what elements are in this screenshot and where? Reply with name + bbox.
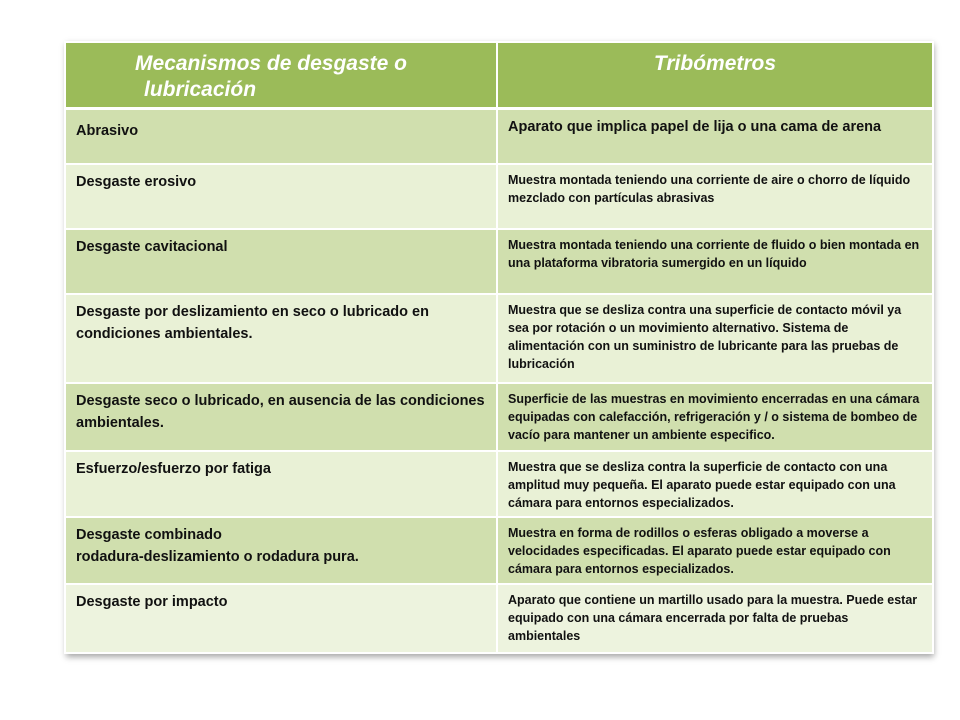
table-row [65,517,933,584]
wear-mechanisms-table-container [64,41,932,654]
mechanism-cell: Abrasivo [65,108,497,164]
wear-mechanisms-table [64,41,934,654]
table-row [65,294,933,383]
tribometer-cell: Muestra montada teniendo una corriente de fluido o bien montada en una plataforma vibratoria sumergido en un líquido [497,229,933,294]
header-mechanisms-line1: Mecanismos de desgaste o [135,52,407,75]
table-row [65,584,933,653]
mechanism-line2: rodadura-deslizamiento o rodadura pura. [76,549,359,565]
table-row [65,164,933,229]
table-row [65,108,933,164]
table-header-row [65,42,933,108]
table-row [65,383,933,451]
mechanism-cell [65,517,497,584]
mechanism-cell: Desgaste erosivo [65,164,497,229]
tribometer-cell: Muestra que se desliza contra la superficie de contacto con una amplitud muy pequeña. El aparato puede estar equipado con una cámara para entornos especializados. [497,451,933,517]
table-row [65,451,933,517]
tribometer-cell: Muestra que se desliza contra una superficie de contacto móvil ya sea por rotación o un movimiento alternativo. Sistema de alimentación con un suministro de lubricante para las pruebas de lubricación [497,294,933,383]
mechanism-cell: Desgaste por impacto [65,584,497,653]
tribometer-cell: Aparato que implica papel de lija o una cama de arena [497,108,933,164]
tribometer-cell: Muestra montada teniendo una corriente de aire o chorro de líquido mezclado con partículas abrasivas [497,164,933,229]
tribometer-cell: Muestra en forma de rodillos o esferas obligado a moverse a velocidades especificadas. El aparato puede estar equipado con cámara para entornos especializados. [497,517,933,584]
mechanism-cell: Desgaste seco o lubricado, en ausencia de las condiciones ambientales. [65,383,497,451]
header-mechanisms-line2: lubricación [144,78,257,101]
table-row [65,229,933,294]
tribometer-cell: Aparato que contiene un martillo usado para la muestra. Puede estar equipado con una cámara encerrada por falta de pruebas ambientales [497,584,933,653]
tribometer-cell: Superficie de las muestras en movimiento encerradas en una cámara equipadas con calefacción, refrigeración y / o sistema de bombeo de vacío para mantener un ambiente especifico. [497,383,933,451]
mechanism-cell: Esfuerzo/esfuerzo por fatiga [65,451,497,517]
header-tribometers: Tribómetros [497,42,933,108]
mechanism-cell: Desgaste cavitacional [65,229,497,294]
header-mechanisms [65,42,497,108]
mechanism-cell: Desgaste por deslizamiento en seco o lubricado en condiciones ambientales. [65,294,497,383]
mechanism-line1: Desgaste combinado [76,527,222,543]
